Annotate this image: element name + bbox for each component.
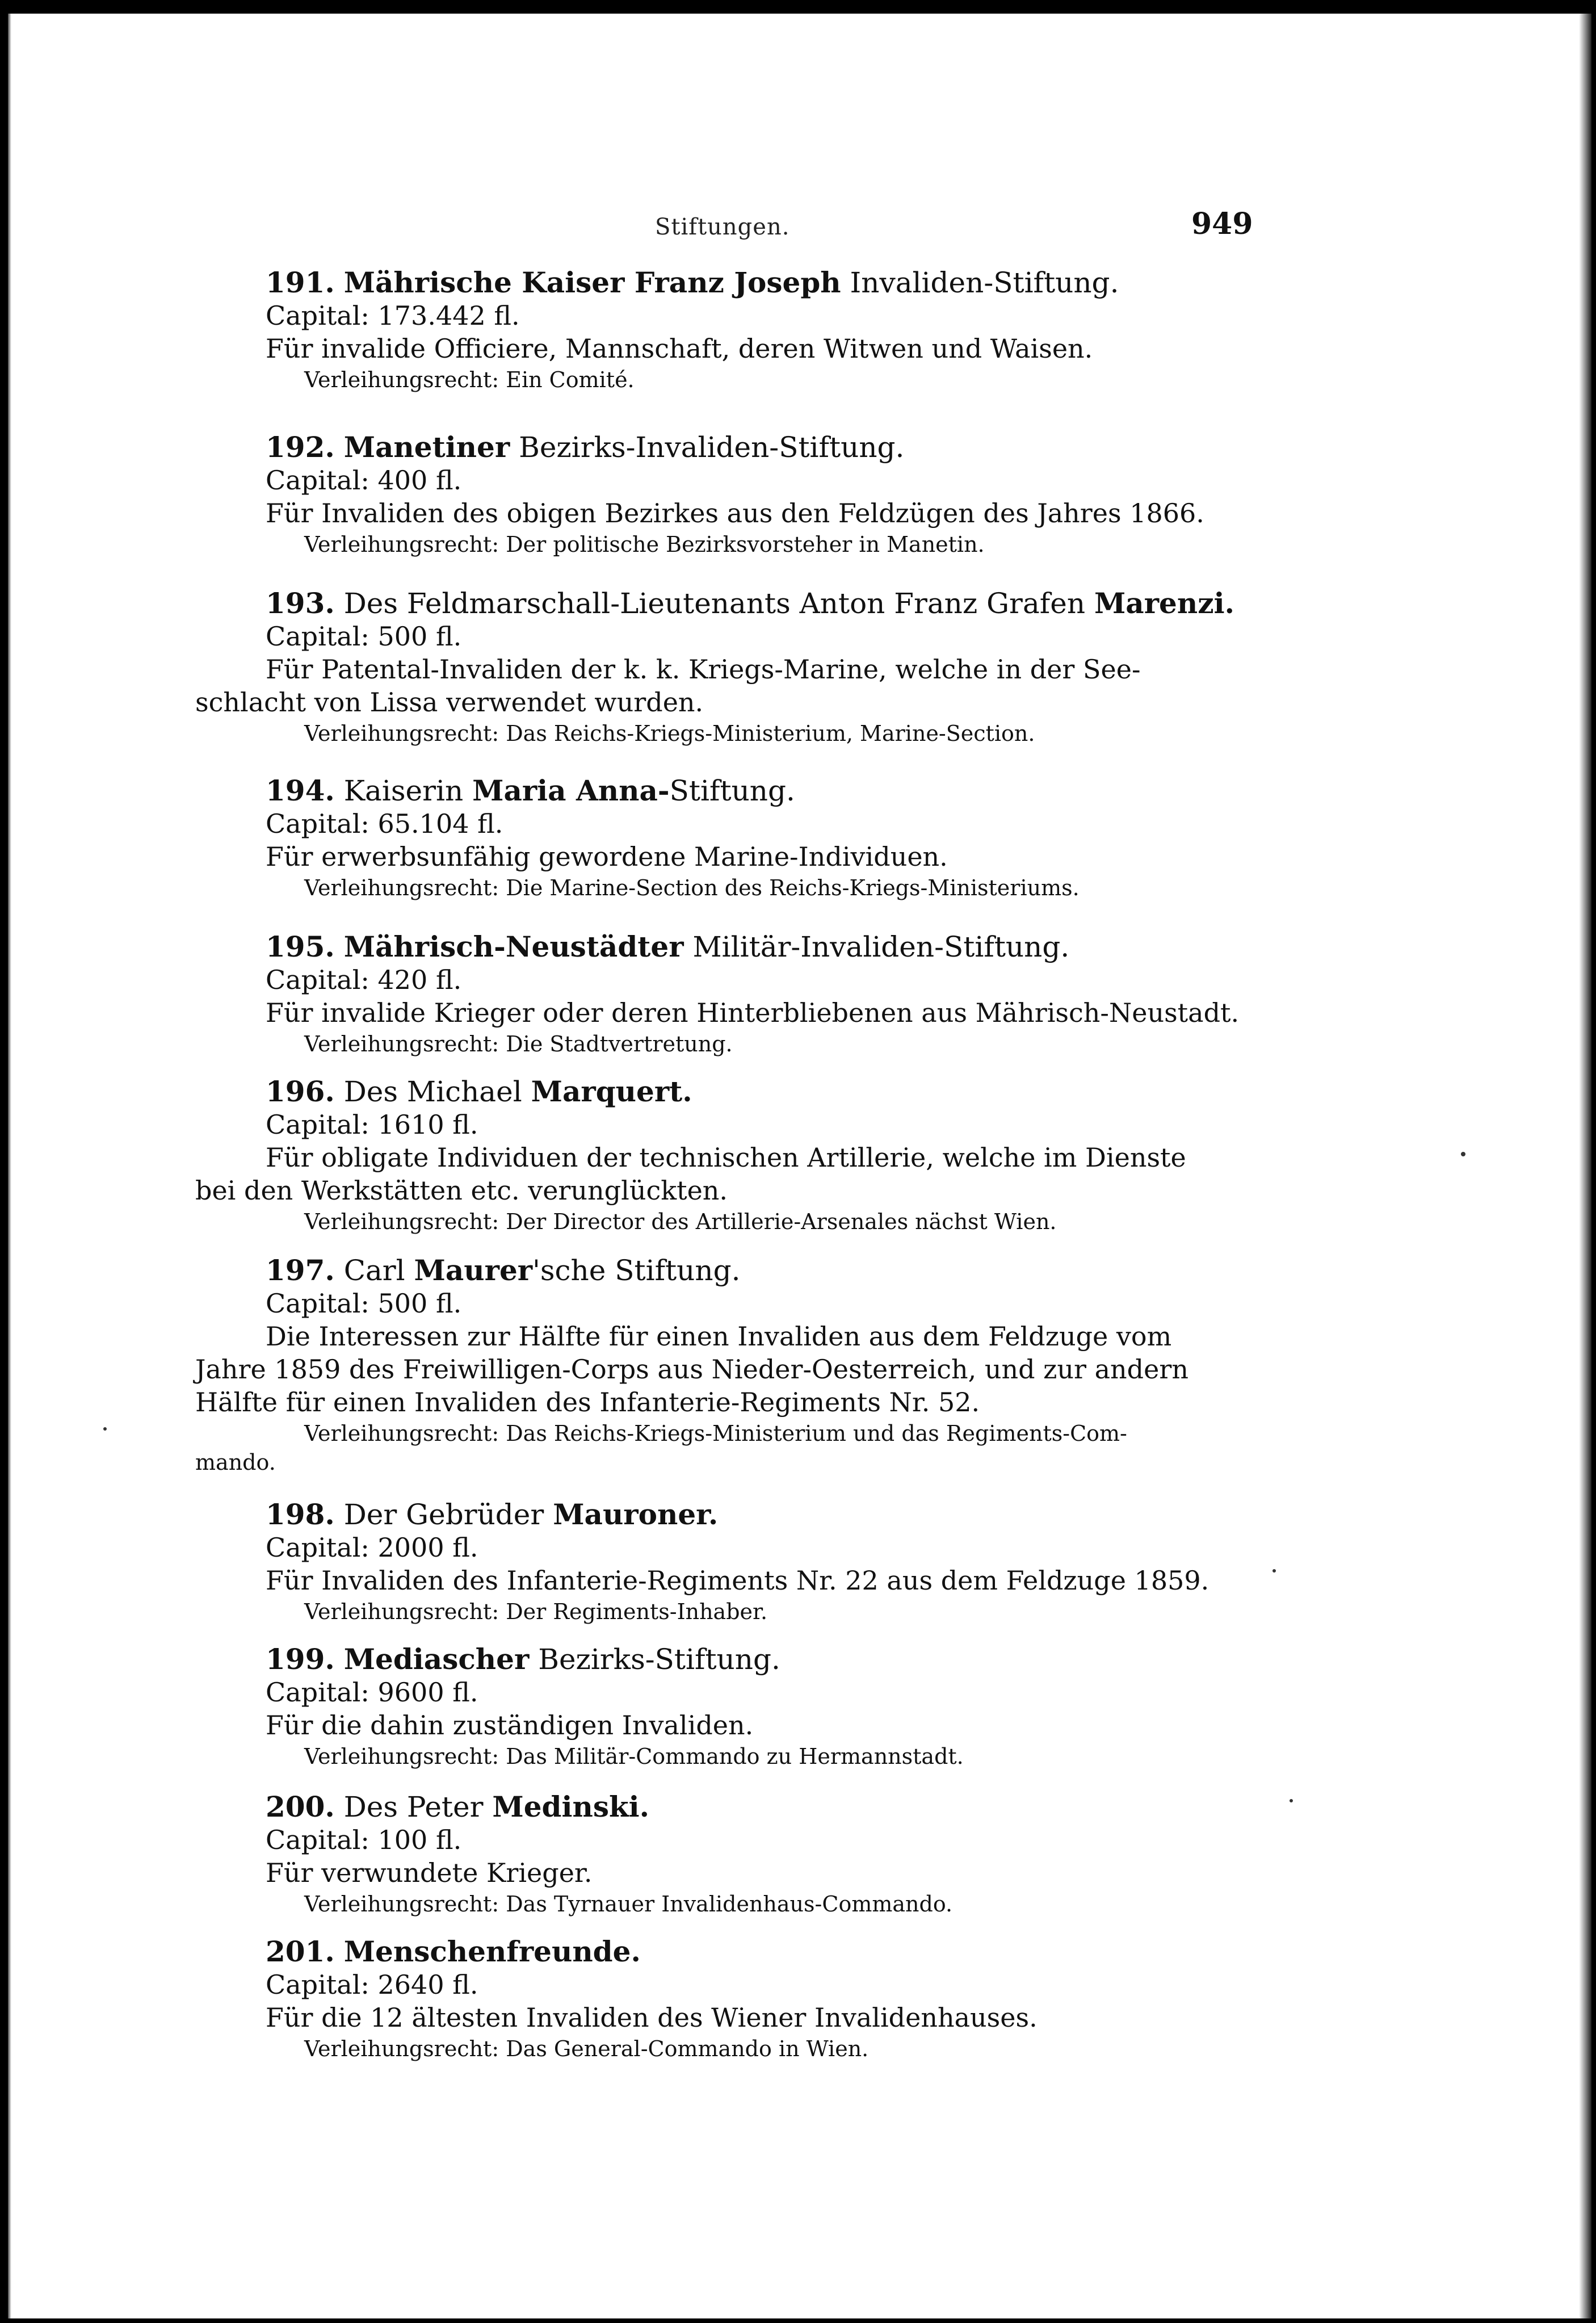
entry-title-prefix: Carl — [343, 1254, 414, 1287]
capital-line: Capital: 420 fl. — [266, 965, 462, 995]
entry-title-prefix: Des Feldmarschall-Lieutenants Anton Franz Grafen — [343, 587, 1094, 620]
running-title: Stiftungen. — [655, 214, 790, 240]
entry-title-suffix: Militär-Invaliden-Stiftung. — [683, 930, 1070, 963]
purpose-line: Für invalide Officiere, Mannschaft, deren Witwen und Waisen. — [266, 333, 1093, 364]
scanned-page — [8, 14, 1591, 2318]
scan-edge-right — [1579, 14, 1591, 2318]
entry-name: Mährisch-Neustädter — [343, 930, 684, 963]
purpose-line: Für obligate Individuen der technischen Artillerie, welche im Dienste — [266, 1142, 1186, 1173]
purpose-line-continued: schlacht von Lissa verwendet wurden. — [195, 687, 704, 718]
entry-title — [195, 1791, 1262, 1823]
purpose-line: Für die 12 ältesten Invaliden des Wiener Invalidenhauses. — [266, 2002, 1038, 2033]
entry-number: 198. — [266, 1498, 335, 1531]
purpose-line: Für Patental-Invaliden der k. k. Kriegs-Marine, welche in der See- — [266, 654, 1141, 685]
entry-title-prefix: Des Michael — [343, 1075, 531, 1108]
entry-name: Menschenfreunde. — [343, 1935, 641, 1968]
entry-191 — [195, 266, 1262, 395]
entry-number: 192. — [266, 430, 335, 464]
entry-195 — [195, 930, 1262, 1059]
entry-196 — [195, 1075, 1262, 1236]
entry-title-prefix: Des Peter — [343, 1791, 493, 1823]
entry-title — [195, 774, 1262, 807]
entry-title-suffix: 'sche Stiftung. — [532, 1254, 741, 1287]
entry-number: 191. — [266, 266, 335, 299]
entry-number: 196. — [266, 1075, 335, 1108]
entry-title — [195, 1075, 1262, 1108]
capital-line: Capital: 2000 fl. — [266, 1532, 478, 1563]
entry-name: Medinski. — [492, 1790, 650, 1823]
entry-title-suffix: Invaliden-Stiftung. — [841, 266, 1119, 299]
rights-line: Verleihungsrecht: Der politische Bezirksvorsteher in Manetin. — [304, 532, 985, 557]
entry-201 — [195, 1935, 1262, 2064]
capital-line: Capital: 9600 fl. — [266, 1677, 478, 1708]
entry-title-prefix: Kaiserin — [343, 774, 473, 807]
entry-number: 199. — [266, 1642, 335, 1676]
capital-line: Capital: 500 fl. — [266, 621, 462, 652]
entry-198 — [195, 1498, 1262, 1626]
entry-number: 200. — [266, 1790, 335, 1823]
rights-line-continued: mando. — [195, 1450, 276, 1475]
entry-title — [195, 1935, 1262, 1968]
entry-192 — [195, 431, 1262, 559]
capital-line: Capital: 400 fl. — [266, 465, 462, 496]
purpose-line: Für erwerbsunfähig gewordene Marine-Individuen. — [266, 841, 948, 872]
scan-edge-left — [8, 14, 11, 2318]
rights-line: Verleihungsrecht: Das Militär-Commando zu Hermannstadt. — [304, 1744, 964, 1769]
page-number: 949 — [1191, 207, 1253, 241]
rights-line: Verleihungsrecht: Das Tyrnauer Invalidenhaus-Commando. — [304, 1892, 953, 1917]
rights-line: Verleihungsrecht: Das Reichs-Kriegs-Ministerium, Marine-Section. — [304, 721, 1035, 746]
entry-title-prefix: Der Gebrüder — [343, 1498, 553, 1531]
purpose-line-continued: Jahre 1859 des Freiwilligen-Corps aus Nieder-Oesterreich, und zur andern — [195, 1354, 1188, 1385]
capital-line: Capital: 100 fl. — [266, 1825, 462, 1855]
purpose-line: Für Invaliden des obigen Bezirkes aus den Feldzügen des Jahres 1866. — [266, 498, 1204, 529]
rights-line: Verleihungsrecht: Die Marine-Section des Reichs-Kriegs-Ministeriums. — [304, 875, 1080, 900]
entry-194 — [195, 774, 1262, 903]
purpose-line: Die Interessen zur Hälfte für einen Invaliden aus dem Feldzuge vom — [266, 1321, 1172, 1352]
entry-name: Manetiner — [343, 430, 510, 464]
entry-name: Mediascher — [343, 1642, 530, 1676]
rights-line: Verleihungsrecht: Das General-Commando in Wien. — [304, 2036, 869, 2061]
entry-200 — [195, 1791, 1262, 1919]
entry-number: 195. — [266, 930, 335, 963]
capital-line: Capital: 500 fl. — [266, 1288, 462, 1319]
entry-193 — [195, 587, 1262, 748]
rights-line: Verleihungsrecht: Das Reichs-Kriegs-Ministerium und das Regiments-Com- — [304, 1421, 1127, 1446]
entry-197 — [195, 1254, 1262, 1477]
entry-number: 194. — [266, 774, 335, 807]
scan-speck — [1290, 1799, 1293, 1802]
entry-name: Marenzi. — [1094, 586, 1234, 620]
purpose-line-continued: Hälfte für einen Invaliden des Infanterie-Regiments Nr. 52. — [195, 1387, 980, 1418]
entry-name: Maria Anna- — [472, 774, 670, 807]
entry-name: Marquert. — [531, 1075, 692, 1108]
entry-title — [195, 1643, 1262, 1676]
rights-line: Verleihungsrecht: Der Regiments-Inhaber. — [304, 1599, 768, 1624]
rights-line: Verleihungsrecht: Die Stadtvertretung. — [304, 1031, 733, 1056]
entry-title — [195, 587, 1262, 620]
scan-speck — [1461, 1152, 1465, 1156]
entry-title-suffix: Bezirks-Invaliden-Stiftung. — [510, 431, 905, 464]
capital-line: Capital: 2640 fl. — [266, 1969, 478, 2000]
scan-speck — [103, 1427, 107, 1431]
entry-title — [195, 930, 1262, 963]
entry-number: 197. — [266, 1253, 335, 1287]
scan-speck — [1272, 1569, 1276, 1573]
purpose-line: Für verwundete Krieger. — [266, 1857, 593, 1888]
capital-line: Capital: 1610 fl. — [266, 1109, 478, 1140]
entry-number: 201. — [266, 1935, 335, 1968]
entry-number: 193. — [266, 586, 335, 620]
entry-name: Maurer — [414, 1253, 533, 1287]
entry-name: Mährische Kaiser Franz Joseph — [343, 266, 841, 299]
rights-line: Verleihungsrecht: Ein Comité. — [304, 367, 635, 392]
rights-line: Verleihungsrecht: Der Director des Artillerie-Arsenales nächst Wien. — [304, 1209, 1057, 1234]
entry-title-suffix: Stiftung. — [669, 774, 795, 807]
capital-line: Capital: 173.442 fl. — [266, 300, 520, 331]
entry-199 — [195, 1643, 1262, 1771]
purpose-line: Für die dahin zuständigen Invaliden. — [266, 1710, 754, 1741]
entry-title-suffix: Bezirks-Stiftung. — [529, 1643, 780, 1676]
entry-title — [195, 431, 1262, 464]
purpose-line: Für invalide Krieger oder deren Hinterbliebenen aus Mährisch-Neustadt. — [266, 997, 1240, 1028]
entry-title — [195, 1498, 1262, 1531]
purpose-line: Für Invaliden des Infanterie-Regiments Nr. 22 aus dem Feldzuge 1859. — [266, 1565, 1209, 1596]
entry-name: Mauroner. — [553, 1498, 719, 1531]
entry-title — [195, 1254, 1262, 1287]
purpose-line-continued: bei den Werkstätten etc. verunglückten. — [195, 1175, 728, 1206]
entry-title — [195, 266, 1262, 299]
capital-line: Capital: 65.104 fl. — [266, 808, 503, 839]
